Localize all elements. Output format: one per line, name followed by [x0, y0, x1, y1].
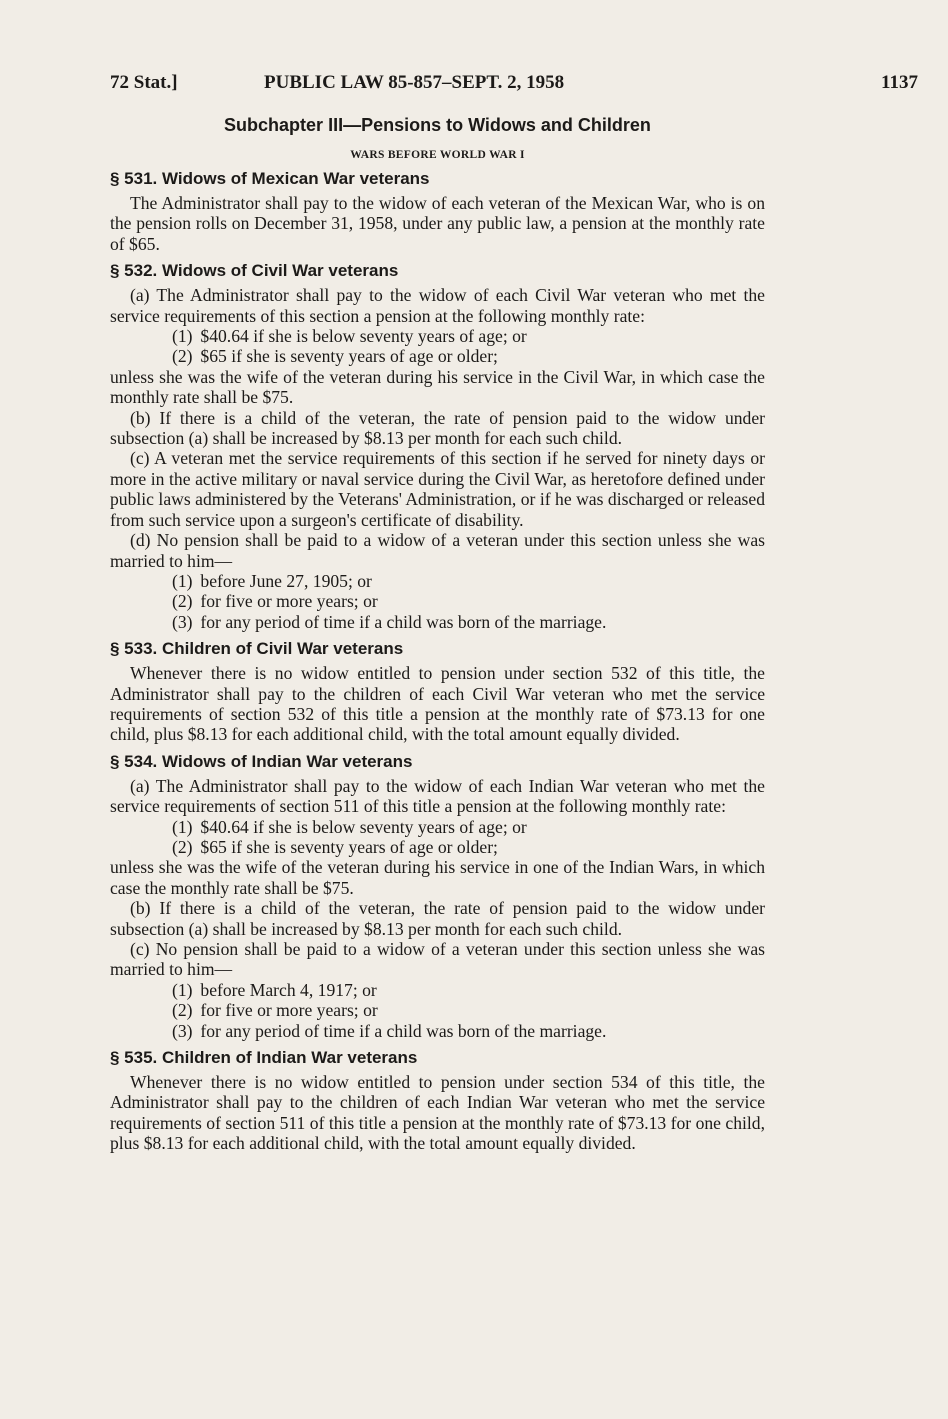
- section-532-a: (a) The Administrator shall pay to the widow of each Civil War veteran who met the service requirements of this section a pension at the following monthly rate:: [110, 285, 765, 326]
- list-item: [172, 837, 765, 857]
- list-item: [172, 571, 765, 591]
- page-number: 1137: [881, 72, 918, 93]
- list-number: (2): [172, 346, 193, 367]
- section-534-b: (b) If there is a child of the veteran, the rate of pension paid to the widow under subsection (a) shall be increased by $8.13 per month for each such child.: [110, 898, 765, 939]
- page-body: [110, 114, 765, 1154]
- list-item: [172, 1000, 765, 1020]
- section-532-a-tail: unless she was the wife of the veteran during his service in the Civil War, in which case the monthly rate shall be $75.: [110, 366, 765, 408]
- wars-heading: WARS BEFORE WORLD WAR I: [350, 149, 525, 161]
- public-law-title: PUBLIC LAW 85-857–SEPT. 2, 1958: [264, 72, 565, 93]
- list-number: (2): [172, 836, 193, 857]
- list-item: [172, 326, 765, 346]
- list-text: $65 if she is seventy years of age or older;: [200, 836, 498, 857]
- section-535-heading: § 535. Children of Indian War veterans: [110, 1048, 418, 1068]
- section-532-c: (c) A veteran met the service requirements of this section if he served for ninety days or more in the active military or naval service during the Civil War, as heretofore defined under public laws administered by the Veterans' Administration, or if he was discharged or released from such service upon a surgeon's certificate of disability.: [110, 448, 765, 530]
- list-text: for five or more years; or: [200, 1000, 378, 1021]
- list-text: for five or more years; or: [200, 591, 378, 612]
- list-number: (2): [172, 1000, 193, 1021]
- list-number: (3): [172, 1020, 193, 1041]
- subchapter-title: Subchapter III—Pensions to Widows and Children: [224, 115, 651, 135]
- list-item: [172, 346, 765, 366]
- section-534-a-tail: unless she was the wife of the veteran during his service in one of the Indian Wars, in which case the monthly rate shall be $75.: [110, 857, 765, 898]
- list-number: (1): [172, 570, 193, 591]
- list-number: (3): [172, 611, 193, 632]
- list-text: before June 27, 1905; or: [200, 570, 372, 591]
- list-text: for any period of time if a child was born of the marriage.: [200, 1020, 607, 1041]
- section-533-text: Whenever there is no widow entitled to pension under section 532 of this title, the Administrator shall pay to the children of each Civil War veteran who met the service requirements of section 532 of this title a pension at the monthly rate of $73.13 for one child, plus $8.13 for each additional child, with the total amount equally divided.: [110, 663, 765, 745]
- list-number: (1): [172, 816, 193, 837]
- statute-reference: 72 Stat.]: [110, 72, 178, 93]
- section-534-a: (a) The Administrator shall pay to the widow of each Indian War veteran who met the service requirements of section 511 of this title a pension at the following monthly rate:: [110, 775, 765, 817]
- list-item: [172, 612, 765, 632]
- section-535-text: Whenever there is no widow entitled to pension under section 534 of this title, the Administrator shall pay to the children of each Indian War veteran who met the service requirements of section 511 of this title a pension at the monthly rate of $73.13 for one child, plus $8.13 for each additional child, with the total amount equally divided.: [110, 1072, 765, 1154]
- list-item: [172, 980, 765, 1000]
- section-534-c: (c) No pension shall be paid to a widow of a veteran under this section unless she was married to him—: [110, 939, 765, 980]
- list-item: [172, 1021, 765, 1041]
- list-number: (1): [172, 979, 193, 1000]
- list-number: (1): [172, 326, 193, 347]
- section-532-d: (d) No pension shall be paid to a widow of a veteran under this section unless she was married to him—: [110, 530, 765, 571]
- list-item: [172, 817, 765, 837]
- section-532-b: (b) If there is a child of the veteran, the rate of pension paid to the widow under subsection (a) shall be increased by $8.13 per month for each such child.: [110, 407, 765, 449]
- section-532-heading: § 532. Widows of Civil War veterans: [110, 261, 399, 281]
- page-header: [110, 72, 918, 98]
- list-number: (2): [172, 591, 193, 612]
- list-text: $40.64 if she is below seventy years of age; or: [200, 816, 527, 837]
- section-534-heading: § 534. Widows of Indian War veterans: [110, 751, 413, 771]
- section-531-text: The Administrator shall pay to the widow of each veteran of the Mexican War, who is on the pension rolls on December 31, 1958, under any public law, a pension at the monthly rate of $65.: [110, 193, 765, 254]
- list-text: $65 if she is seventy years of age or older;: [200, 346, 498, 367]
- section-531-heading: § 531. Widows of Mexican War veterans: [110, 169, 430, 188]
- list-text: $40.64 if she is below seventy years of age; or: [200, 326, 527, 347]
- section-533-heading: § 533. Children of Civil War veterans: [110, 639, 404, 659]
- list-text: for any period of time if a child was born of the marriage.: [200, 611, 607, 632]
- list-item: [172, 591, 765, 611]
- list-text: before March 4, 1917; or: [200, 979, 377, 1000]
